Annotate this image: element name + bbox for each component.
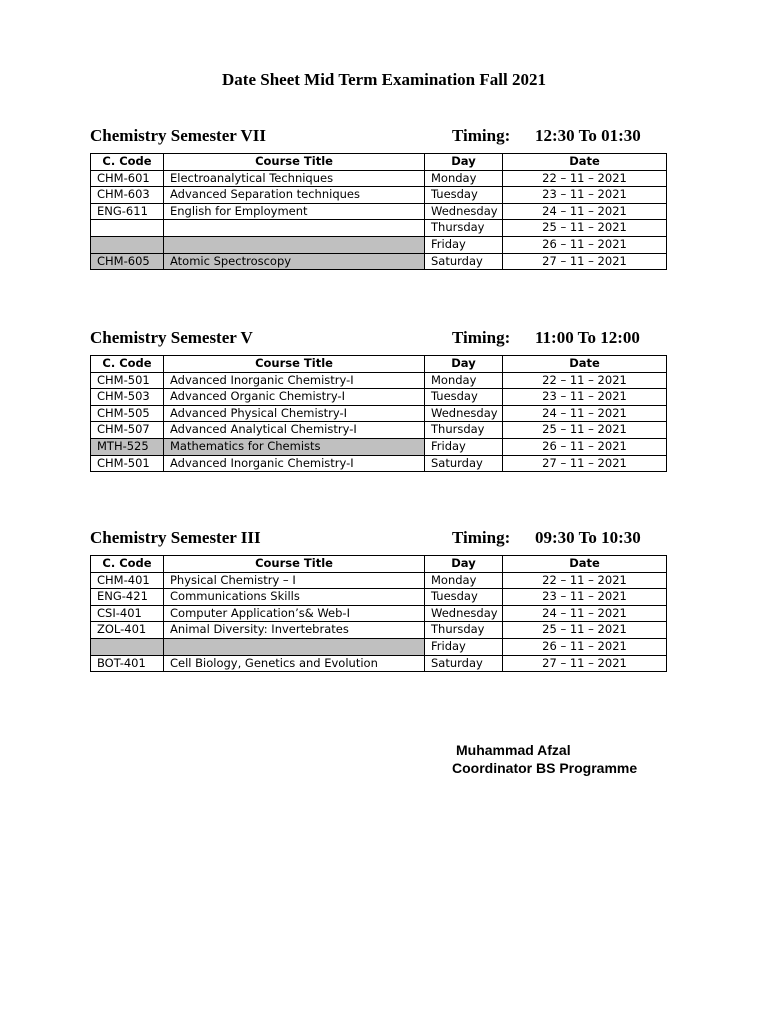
date-cell: 27 – 11 – 2021 (503, 455, 667, 472)
date-cell: 23 – 11 – 2021 (503, 589, 667, 606)
date-cell: 25 – 11 – 2021 (503, 622, 667, 639)
section-header (90, 528, 666, 552)
day-cell: Monday (425, 572, 503, 589)
day-cell: Wednesday (425, 405, 503, 422)
column-header: Day (425, 356, 503, 373)
table-row (91, 236, 667, 253)
date-cell: 26 – 11 – 2021 (503, 638, 667, 655)
timing-label: Timing: (452, 126, 511, 145)
course-title-cell: Advanced Physical Chemistry-I (164, 405, 425, 422)
column-header: Course Title (164, 154, 425, 171)
column-header: Course Title (164, 356, 425, 373)
date-cell: 24 – 11 – 2021 (503, 405, 667, 422)
course-code-cell: ENG-611 (91, 203, 164, 220)
course-code-cell (91, 220, 164, 237)
date-cell: 22 – 11 – 2021 (503, 372, 667, 389)
table-row (91, 638, 667, 655)
semester-section (90, 528, 666, 670)
signatory-designation: Coordinator BS Programme (452, 760, 638, 776)
course-code-cell: BOT-401 (91, 655, 164, 672)
course-title-cell (164, 638, 425, 655)
day-cell: Tuesday (425, 187, 503, 204)
table-row (91, 422, 667, 439)
table-header-row (91, 356, 667, 373)
course-code-cell: CHM-503 (91, 389, 164, 406)
semester-section (90, 328, 666, 470)
course-code-cell: CHM-501 (91, 372, 164, 389)
course-title-cell: Advanced Separation techniques (164, 187, 425, 204)
day-cell: Friday (425, 236, 503, 253)
course-title-cell: English for Employment (164, 203, 425, 220)
course-code-cell (91, 236, 164, 253)
day-cell: Saturday (425, 455, 503, 472)
table-row (91, 405, 667, 422)
timing-label: Timing: (452, 328, 511, 347)
column-header: Date (503, 556, 667, 573)
course-title-cell: Physical Chemistry – I (164, 572, 425, 589)
timing-value: 09:30 To 10:30 (535, 528, 641, 547)
table-row (91, 589, 667, 606)
course-title-cell (164, 236, 425, 253)
table-row (91, 572, 667, 589)
column-header: C. Code (91, 154, 164, 171)
date-cell: 24 – 11 – 2021 (503, 203, 667, 220)
course-title-cell: Advanced Analytical Chemistry-I (164, 422, 425, 439)
column-header: Day (425, 556, 503, 573)
date-cell: 24 – 11 – 2021 (503, 605, 667, 622)
day-cell: Wednesday (425, 605, 503, 622)
signatory-name: Muhammad Afzal (456, 742, 571, 758)
day-cell: Friday (425, 438, 503, 455)
semester-name: Chemistry Semester V (90, 328, 253, 347)
course-code-cell: CHM-601 (91, 170, 164, 187)
section-header (90, 126, 666, 150)
table-row (91, 389, 667, 406)
course-title-cell: Animal Diversity: Invertebrates (164, 622, 425, 639)
date-cell: 27 – 11 – 2021 (503, 655, 667, 672)
timing-value: 12:30 To 01:30 (535, 126, 641, 145)
table-row (91, 655, 667, 672)
exam-schedule-table (90, 153, 667, 270)
table-row (91, 187, 667, 204)
course-code-cell: ZOL-401 (91, 622, 164, 639)
timing-value: 11:00 To 12:00 (535, 328, 640, 347)
day-cell: Saturday (425, 253, 503, 270)
course-code-cell: ENG-421 (91, 589, 164, 606)
course-title-cell: Computer Application’s& Web-I (164, 605, 425, 622)
course-title-cell: Advanced Inorganic Chemistry-I (164, 455, 425, 472)
table-row (91, 220, 667, 237)
date-cell: 22 – 11 – 2021 (503, 170, 667, 187)
course-code-cell: CHM-501 (91, 455, 164, 472)
course-code-cell: CHM-603 (91, 187, 164, 204)
day-cell: Wednesday (425, 203, 503, 220)
day-cell: Thursday (425, 422, 503, 439)
column-header: Date (503, 356, 667, 373)
exam-schedule-table (90, 555, 667, 672)
table-row (91, 622, 667, 639)
course-title-cell: Atomic Spectroscopy (164, 253, 425, 270)
day-cell: Thursday (425, 220, 503, 237)
course-title-cell: Advanced Organic Chemistry-I (164, 389, 425, 406)
column-header: C. Code (91, 556, 164, 573)
date-cell: 23 – 11 – 2021 (503, 389, 667, 406)
table-row (91, 455, 667, 472)
course-code-cell: CHM-507 (91, 422, 164, 439)
course-code-cell: MTH-525 (91, 438, 164, 455)
table-row (91, 372, 667, 389)
course-title-cell: Communications Skills (164, 589, 425, 606)
date-cell: 23 – 11 – 2021 (503, 187, 667, 204)
day-cell: Monday (425, 170, 503, 187)
semester-name: Chemistry Semester VII (90, 126, 266, 145)
date-cell: 25 – 11 – 2021 (503, 422, 667, 439)
day-cell: Friday (425, 638, 503, 655)
table-row (91, 203, 667, 220)
semester-section (90, 126, 666, 268)
day-cell: Monday (425, 372, 503, 389)
date-cell: 26 – 11 – 2021 (503, 236, 667, 253)
date-cell: 27 – 11 – 2021 (503, 253, 667, 270)
table-row (91, 438, 667, 455)
column-header: C. Code (91, 356, 164, 373)
date-cell: 26 – 11 – 2021 (503, 438, 667, 455)
course-title-cell (164, 220, 425, 237)
day-cell: Tuesday (425, 589, 503, 606)
date-cell: 25 – 11 – 2021 (503, 220, 667, 237)
table-header-row (91, 154, 667, 171)
table-row (91, 605, 667, 622)
semester-name: Chemistry Semester III (90, 528, 261, 547)
date-cell: 22 – 11 – 2021 (503, 572, 667, 589)
table-row (91, 253, 667, 270)
course-title-cell: Mathematics for Chemists (164, 438, 425, 455)
course-code-cell (91, 638, 164, 655)
column-header: Course Title (164, 556, 425, 573)
column-header: Day (425, 154, 503, 171)
timing-label: Timing: (452, 528, 511, 547)
course-title-cell: Electroanalytical Techniques (164, 170, 425, 187)
course-code-cell: CHM-505 (91, 405, 164, 422)
table-header-row (91, 556, 667, 573)
course-title-cell: Advanced Inorganic Chemistry-I (164, 372, 425, 389)
course-code-cell: CHM-401 (91, 572, 164, 589)
exam-schedule-table (90, 355, 667, 472)
day-cell: Tuesday (425, 389, 503, 406)
table-row (91, 170, 667, 187)
day-cell: Thursday (425, 622, 503, 639)
column-header: Date (503, 154, 667, 171)
course-code-cell: CHM-605 (91, 253, 164, 270)
section-header (90, 328, 666, 352)
course-code-cell: CSI-401 (91, 605, 164, 622)
document-title: Date Sheet Mid Term Examination Fall 2021 (222, 70, 546, 89)
course-title-cell: Cell Biology, Genetics and Evolution (164, 655, 425, 672)
day-cell: Saturday (425, 655, 503, 672)
